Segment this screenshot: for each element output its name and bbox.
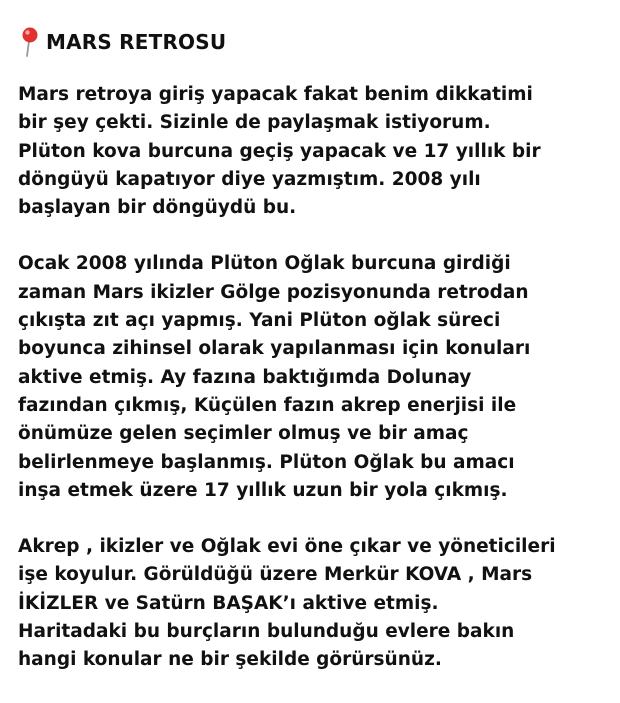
text-line: hangi konular ne bir şekilde görürsünüz. (18, 649, 442, 671)
post-title: MARS RETROSU (46, 30, 227, 54)
post-header (20, 26, 226, 58)
text-line: İKİZLER ve Satürn BAŞAK’ı aktive etmiş. (18, 592, 439, 614)
text-line: zaman Mars ikizler Gölge pozisyonunda retrodan (18, 281, 529, 303)
text-line: Haritadaki bu burçların bulunduğu evlere bakın (18, 621, 515, 643)
text-line: Plüton kova burcuna geçiş yapacak ve 17 yıllık bir (18, 140, 541, 162)
round-pushpin-icon (20, 27, 40, 57)
paragraph-2 (18, 250, 614, 505)
text-line: önümüze gelen seçimler olmuş ve bir amaç (18, 423, 469, 445)
text-line: Ocak 2008 yılında Plüton Oğlak burcuna girdiği (18, 253, 511, 275)
paragraph-1 (18, 81, 614, 222)
text-line: fazından çıkmış, Küçülen fazın akrep enerjisi ile (18, 394, 517, 416)
text-line: Akrep , ikizler ve Oğlak evi öne çıkar ve yöneticileri (18, 536, 556, 558)
text-line: boyunca zihinsel olarak yapılanması için konuları (18, 338, 531, 360)
text-line: Mars retroya giriş yapacak fakat benim dikkatimi (18, 84, 533, 105)
post-body (18, 81, 614, 703)
text-line: işe koyulur. Görüldüğü üzere Merkür KOVA , Mars (18, 564, 533, 586)
text-line: belirlenmeye başlanmış. Plüton Oğlak bu amacı (18, 451, 515, 473)
text-line: aktive etmiş. Ay fazına baktığımda Dolunay (18, 366, 472, 388)
text-line: çıkışta zıt açı yapmış. Yani Plüton oğlak süreci (18, 310, 501, 332)
text-line: inşa etmek üzere 17 yıllık uzun bir yola çıkmış. (18, 479, 508, 501)
paragraph-3 (18, 533, 614, 674)
text-line: döngüyü kapatıyor diye yazmıştım. 2008 yılı (18, 168, 481, 190)
text-line: başlayan bir döngüydü bu. (18, 197, 297, 219)
text-line: bir şey çekti. Sizinle de paylaşmak istiyorum. (18, 112, 491, 134)
